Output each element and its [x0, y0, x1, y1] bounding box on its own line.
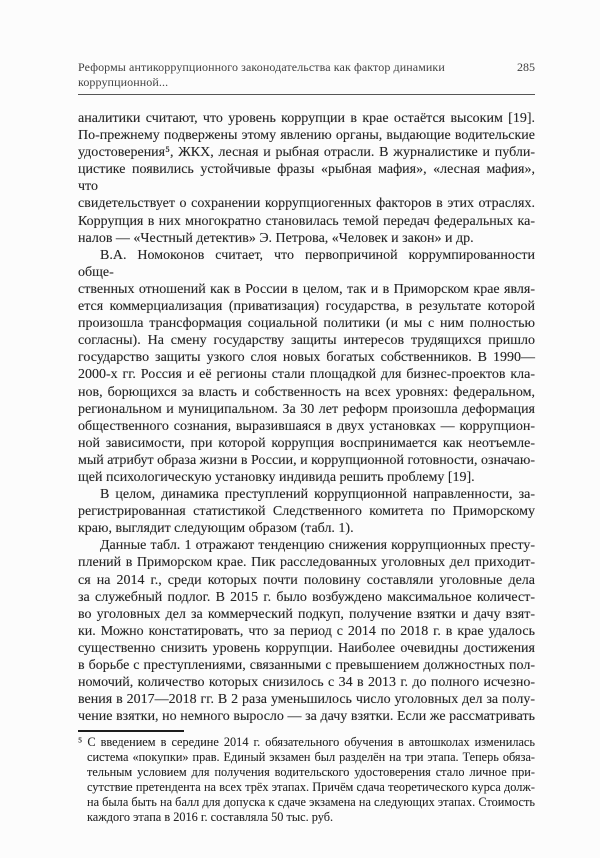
- text-line: на была быть на балл для допуска к сдаче экзамена на следующих этапах. Стоимость: [87, 795, 535, 809]
- page-content: [78, 60, 535, 825]
- text-line: В.А. Номоконов считает, что первопричиной коррумпированности обще-: [78, 247, 535, 280]
- text-line: налов — «Честный детектив» Э. Петрова, «Человек и закон» и др.: [78, 230, 474, 246]
- text-line: ется коммерциализация (приватизация) государства, в результате которой: [78, 299, 535, 315]
- text-line: плений в Приморском крае. Пик расследованных уголовных дел приходит-: [78, 555, 535, 571]
- text-line: произошла трансформация социальной политики (и мы с ним полностью: [78, 316, 535, 332]
- text-line: во уголовных дел за коммерческий подкуп, получение взятки и дачу взят-: [78, 606, 535, 622]
- text-line: номочий, количество которых снизилось с 34 в 2013 г. до полного исчезно-: [78, 675, 535, 691]
- text-line: вения в 2017—2018 гг. В 2 раза уменьшилось число уголовных дел за полу-: [78, 692, 535, 708]
- text-line: система «покупки» прав. Единый экзамен был разделён на три этапа. Теперь обяза-: [87, 750, 535, 765]
- body-text: [78, 110, 535, 725]
- paragraph: [78, 537, 535, 725]
- text-line: цистике появились устойчивые фразы «рыбная мафия», «лесная мафия», что: [78, 162, 535, 195]
- text-line: щей психологическую установку индивида решить проблему [19].: [78, 469, 475, 485]
- text-line: ной зависимости, при которой коррупция воспринимается как неотъемле-: [78, 435, 535, 451]
- text-line: чение взятки, но немного выросло — за дачу взятки. Если же рассматривать: [78, 709, 535, 725]
- running-header-title: Реформы антикоррупционного законодательства как фактор динамики коррупционной...: [78, 60, 445, 89]
- text-line: тельным условием для получения водительского удостоверения стало личное при-: [87, 765, 535, 780]
- text-line: ственных отношений как в России в целом, так и в Приморском крае явля-: [78, 281, 535, 297]
- text-line: аналитики считают, что уровень коррупции в крае остаётся высоким [19].: [78, 111, 535, 126]
- footnote-separator: [78, 730, 184, 732]
- text-line: В целом, динамика преступлений коррупционной направленности, за-: [100, 487, 535, 503]
- paragraph: [78, 486, 535, 537]
- running-header: [78, 60, 535, 95]
- text-line: государство защиты узкого слоя новых богатых собственников. В 1990—: [78, 350, 535, 366]
- text-line: 2000-х гг. Россия и её регионы стали площадкой для бизнес-проектов кла-: [78, 367, 535, 383]
- text-line: нов, борющихся за власть и собственность на всех уровнях: федеральном,: [78, 384, 535, 400]
- text-line: в борьбе с преступлениями, связанными с превышением должностных пол-: [78, 658, 535, 673]
- paragraph: [78, 247, 535, 486]
- text-line: региональном и муниципальном. За 30 лет реформ произошла деформация: [78, 401, 535, 417]
- text-line: свидетельствует о сохранении коррупциогенных факторов в этих отраслях.: [78, 196, 535, 212]
- text-line: Коррупция в них многократно становилась темой передач федеральных ка-: [78, 213, 535, 229]
- text-line: ся на 2014 г., среди которых почти половину составляли уголовные дела: [78, 572, 535, 588]
- paragraph: [78, 110, 535, 247]
- page-number: 285: [517, 60, 535, 74]
- footnote: [78, 735, 535, 824]
- text-line: согласны). На смену государству защиты интересов трудящихся пришло: [78, 333, 535, 349]
- text-line: мый атрибут образа жизни в России, и коррупционной готовности, означаю-: [78, 452, 535, 468]
- text-line: каждого этапа в 2016 г. составляла 50 тыс. руб.: [87, 809, 334, 824]
- text-line: По-прежнему подвержены этому явлению органы, выдающие водительские: [78, 128, 535, 144]
- text-line: регистрированная статистикой Следственного комитета по Приморскому: [78, 504, 535, 520]
- text-line: существенно снизить уровень коррупции. Наиболее очевидны достижения: [78, 640, 535, 656]
- text-line: ки. Можно констатировать, что за период с 2014 по 2018 г. в крае удалось: [78, 623, 535, 639]
- text-line: краю, выглядит следующим образом (табл. 1).: [78, 521, 354, 537]
- text-line: Данные табл. 1 отражают тенденцию снижения коррупционных престу-: [100, 538, 535, 554]
- text-line: общественного сознания, выразившаяся в двух установках — коррупцион-: [78, 418, 535, 434]
- text-line: удостоверения⁵, ЖКХ, лесная и рыбная отрасли. В журналистике и публи-: [78, 145, 535, 161]
- text-line: ⁵ С введением в середине 2014 г. обязательного обучения в автошколах изменилась: [78, 735, 535, 750]
- text-line: за служебный подлог. В 2015 г. было возбуждено максимальное количест-: [78, 589, 535, 605]
- text-line: сутствие претендента на всех трёх этапах. Причём сдача теоретического курса долж-: [87, 780, 535, 795]
